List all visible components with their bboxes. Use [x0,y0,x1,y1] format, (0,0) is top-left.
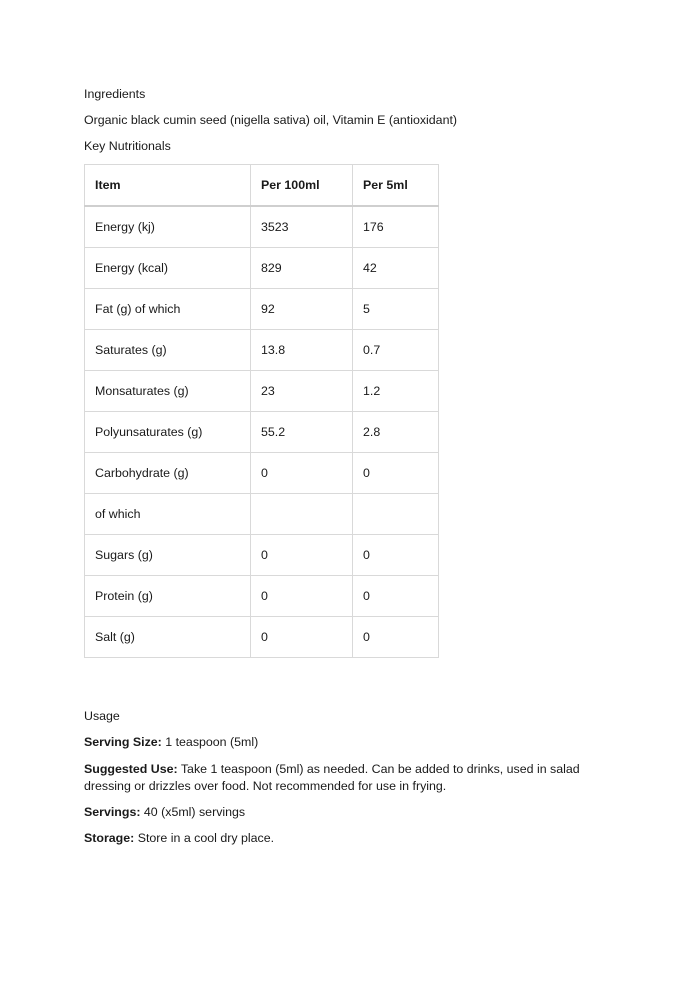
storage-label: Storage: [84,831,135,845]
table-cell-per-100ml: 0 [251,617,353,658]
table-cell-per-5ml: 0 [353,617,439,658]
servings-value: 40 (x5ml) servings [140,805,246,819]
table-cell-item: of which [85,494,251,535]
column-header-item: Item [85,165,251,207]
table-cell-item: Sugars (g) [85,535,251,576]
table-cell-per-100ml: 92 [251,289,353,330]
table-cell-per-5ml [353,494,439,535]
table-cell-per-5ml: 42 [353,248,439,289]
table-row [85,206,439,248]
servings-paragraph [84,804,624,821]
table-row [85,289,439,330]
table-cell-item: Monsaturates (g) [85,371,251,412]
table-cell-item: Saturates (g) [85,330,251,371]
table-cell-per-100ml: 0 [251,576,353,617]
column-header-per-5ml: Per 5ml [353,165,439,207]
table-cell-per-5ml: 0.7 [353,330,439,371]
serving-size-label: Serving Size: [84,735,162,749]
table-header-row [85,165,439,207]
table-cell-item: Carbohydrate (g) [85,453,251,494]
storage-value: Store in a cool dry place. [134,831,275,845]
table-row [85,535,439,576]
table-cell-per-100ml: 0 [251,453,353,494]
nutrition-heading: Key Nutritionals [84,139,171,153]
table-row [85,453,439,494]
table-cell-per-5ml: 0 [353,576,439,617]
table-cell-per-100ml: 55.2 [251,412,353,453]
servings-label: Servings: [84,805,141,819]
serving-size-value: 1 teaspoon (5ml) [161,735,259,749]
table-row [85,248,439,289]
ingredients-heading: Ingredients [84,87,146,101]
table-cell-per-100ml: 829 [251,248,353,289]
table-row [85,371,439,412]
table-cell-per-100ml: 0 [251,535,353,576]
table-cell-item: Energy (kcal) [85,248,251,289]
storage-paragraph [84,830,624,847]
table-cell-per-100ml: 3523 [251,206,353,248]
table-cell-per-5ml: 0 [353,535,439,576]
table-cell-item: Salt (g) [85,617,251,658]
table-cell-per-5ml: 176 [353,206,439,248]
suggested-use-label: Suggested Use: [84,762,178,776]
table-cell-per-5ml: 1.2 [353,371,439,412]
table-row [85,412,439,453]
serving-size-paragraph [84,734,624,751]
table-row [85,330,439,371]
table-cell-item: Polyunsaturates (g) [85,412,251,453]
table-cell-per-100ml: 13.8 [251,330,353,371]
table-cell-per-5ml: 5 [353,289,439,330]
suggested-use-paragraph [84,761,624,794]
nutrition-table [84,164,439,658]
table-cell-per-5ml: 2.8 [353,412,439,453]
table-cell-per-100ml: 23 [251,371,353,412]
column-header-per-100ml: Per 100ml [251,165,353,207]
table-row [85,617,439,658]
ingredients-text: Organic black cumin seed (nigella sativa) oil, Vitamin E (antioxidant) [84,113,458,127]
table-cell-item: Energy (kj) [85,206,251,248]
table-cell-per-100ml [251,494,353,535]
suggested-use-value: Take 1 teaspoon (5ml) as needed. Can be added to drinks, used in salad dressing or drizzles over food. Not recommended for use in frying. [84,762,580,793]
usage-heading: Usage [84,709,120,723]
table-cell-item: Protein (g) [85,576,251,617]
table-row [85,576,439,617]
table-cell-per-5ml: 0 [353,453,439,494]
table-row [85,494,439,535]
table-cell-item: Fat (g) of which [85,289,251,330]
